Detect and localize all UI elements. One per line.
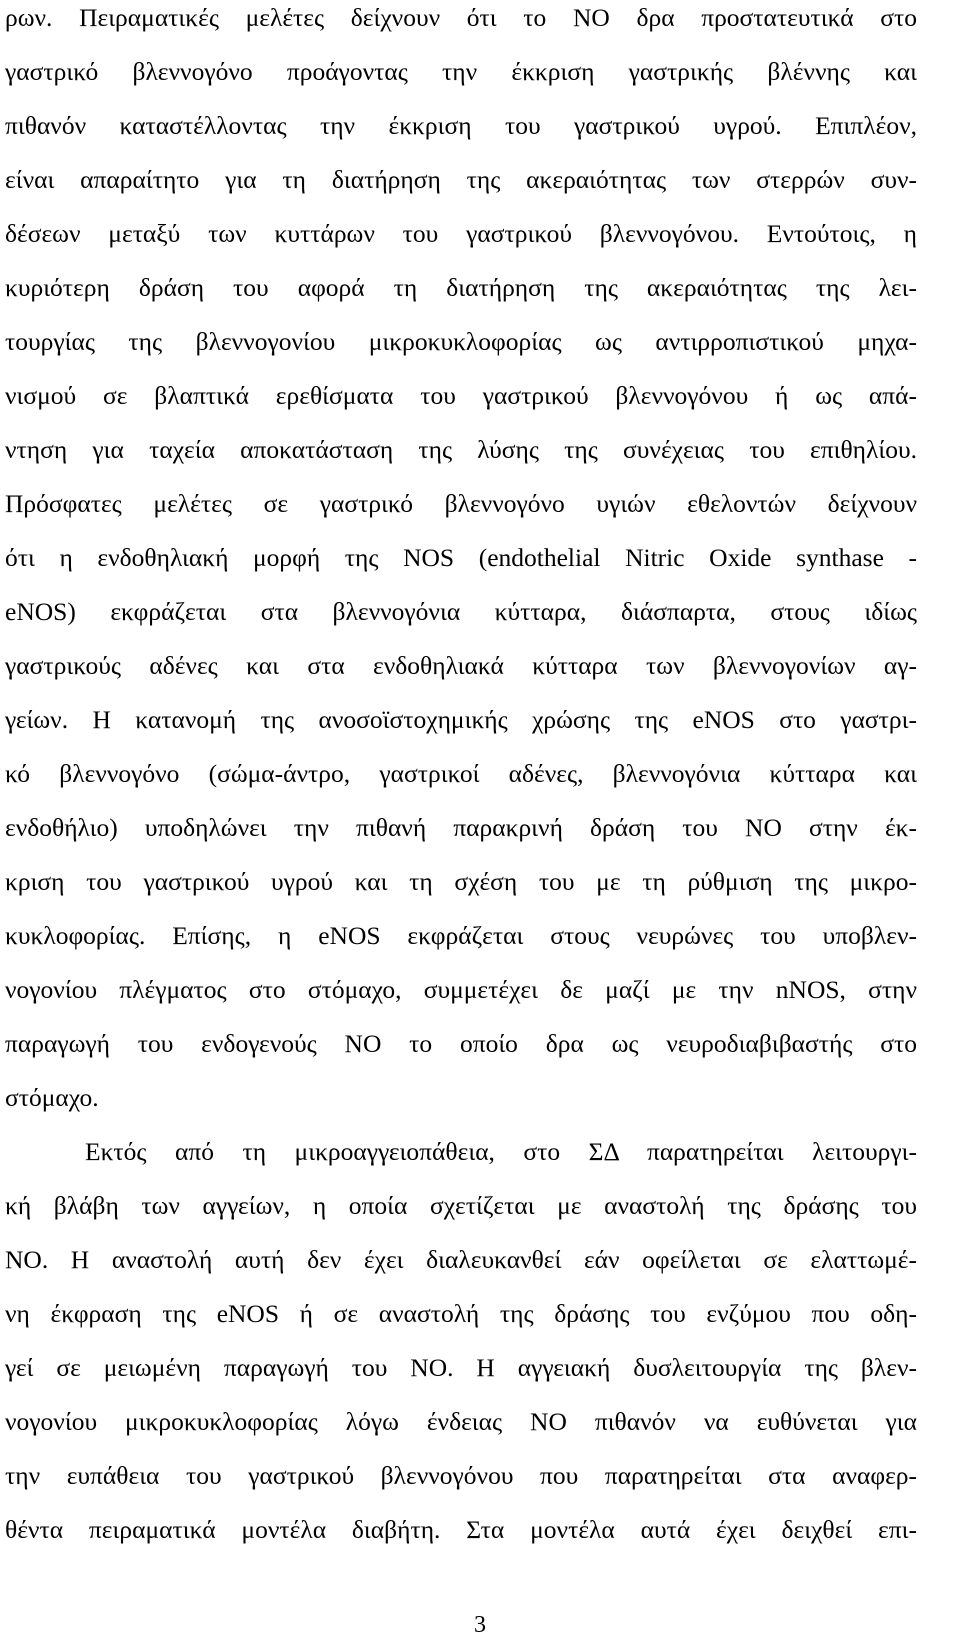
text-line: ότι η ενδοθηλιακή μορφή της NOS (endothelial Nitric Oxide synthase - [5,543,917,572]
text-line: είναι απαραίτητο για τη διατήρηση της ακεραιότητας των στερρών συν- [5,165,917,194]
text-line: στόμαχο. [5,1083,99,1112]
text-line: νη έκφραση της eNOS ή σε αναστολή της δράσης του ενζύμου που οδη- [5,1299,917,1328]
text-line: θέντα πειραματικά μοντέλα διαβήτη. Στα μοντέλα αυτά έχει δειχθεί επι- [5,1515,917,1544]
text-line: ΝΟ. Η αναστολή αυτή δεν έχει διαλευκανθεί εάν οφείλεται σε ελαττωμέ- [5,1245,917,1274]
page-number: 3 [474,1612,486,1638]
text-line: την ευπάθεια του γαστρικού βλεννογόνου που παρατηρείται στα αναφερ- [5,1461,917,1490]
text-line: νογονίου μικροκυκλοφορίας λόγω ένδειας ΝΟ πιθανόν να ευθύνεται για [5,1407,917,1436]
text-line: ντηση για ταχεία αποκατάσταση της λύσης της συνέχειας του επιθηλίου. [5,435,917,464]
text-line: δέσεων μεταξύ των κυττάρων του γαστρικού βλεννογόνου. Εντούτοις, η [5,219,917,248]
text-line: νογονίου πλέγματος στο στόμαχο, συμμετέχει δε μαζί με την nNOS, στην [5,975,917,1004]
text-line: Πρόσφατες μελέτες σε γαστρικό βλεννογόνο υγιών εθελοντών δείχνουν [5,489,917,518]
text-line: eNOS) εκφράζεται στα βλεννογόνια κύτταρα, διάσπαρτα, στους ιδίως [5,597,917,626]
text-line: Εκτός από τη μικροαγγειοπάθεια, στο ΣΔ παρατηρείται λειτουργι- [85,1137,917,1166]
text-line: νισμού σε βλαπτικά ερεθίσματα του γαστρικού βλεννογόνου ή ως απά- [5,381,917,410]
text-line: παραγωγή του ενδογενούς ΝΟ το οποίο δρα ως νευροδιαβιβαστής στο [5,1029,917,1058]
text-line: γείων. Η κατανομή της ανοσοϊστοχημικής χρώσης της eNOS στο γαστρι- [5,705,917,734]
text-line: κή βλάβη των αγγείων, η οποία σχετίζεται με αναστολή της δράσης του [5,1191,917,1220]
text-line: κριση του γαστρικού υγρού και τη σχέση του με τη ρύθμιση της μικρο- [5,867,917,896]
text-line: τουργίας της βλεννογονίου μικροκυκλοφορίας ως αντιρροπιστικού μηχα- [5,327,917,356]
text-line: ενδοθήλιο) υποδηλώνει την πιθανή παρακρινή δράση του ΝΟ στην έκ- [5,813,917,842]
text-line: γεί σε μειωμένη παραγωγή του ΝΟ. Η αγγειακή δυσλειτουργία της βλεν- [5,1353,917,1382]
text-line: γαστρικό βλεννογόνο προάγοντας την έκκριση γαστρικής βλέννης και [5,57,917,86]
text-line: κυριότερη δράση του αφορά τη διατήρηση της ακεραιότητας της λει- [5,273,917,302]
text-line: κυκλοφορίας. Επίσης, η eNOS εκφράζεται στους νευρώνες του υποβλεν- [5,921,917,950]
text-line: γαστρικούς αδένες και στα ενδοθηλιακά κύτταρα των βλεννογονίων αγ- [5,651,917,680]
text-line: κό βλεννογόνο (σώμα-άντρο, γαστρικοί αδένες, βλεννογόνια κύτταρα και [5,759,917,788]
text-line: πιθανόν καταστέλλοντας την έκκριση του γαστρικού υγρού. Επιπλέον, [5,111,917,140]
text-line: ρων. Πειραματικές μελέτες δείχνουν ότι το ΝΟ δρα προστατευτικά στο [5,3,917,32]
